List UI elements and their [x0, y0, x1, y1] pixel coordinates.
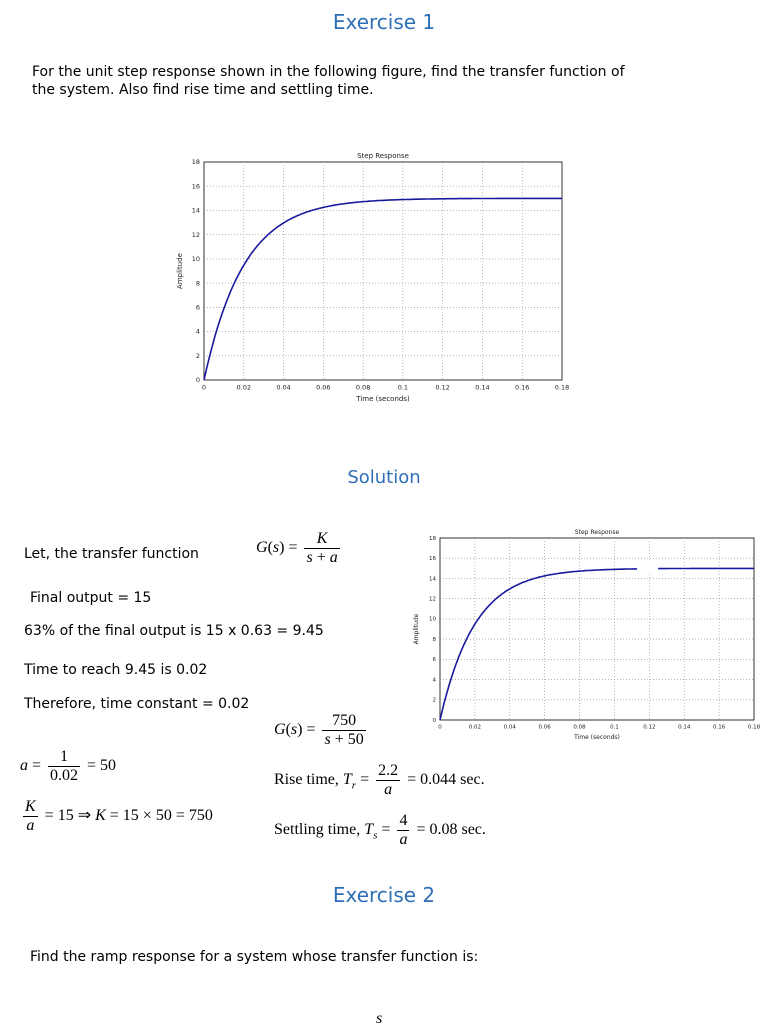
settling-time-label: Settling time,	[274, 821, 365, 839]
x-tick-label: 0.06	[538, 724, 551, 731]
x-tick-label: 0.04	[503, 724, 516, 731]
exercise-2-title: Exercise 2	[332, 883, 436, 907]
y-tick-label: 10	[429, 616, 436, 623]
exercise-1-prompt-line-2: the system. Also find rise time and settling time.	[32, 82, 374, 98]
y-tick-label: 2	[432, 697, 436, 704]
x-tick-label: 0.18	[747, 724, 761, 731]
y-tick-label: 0	[195, 376, 200, 385]
chart-title: Step Response	[357, 152, 409, 160]
x-axis-label: Time (seconds)	[356, 395, 410, 403]
x-tick-label: 0.02	[236, 383, 252, 392]
exercise-1-prompt	[32, 63, 625, 99]
y-tick-label: 8	[195, 279, 200, 288]
rise-time-formula: Rise time, $T_r$ = $\frac{2.2}{a}$ = 0.044 sec.	[274, 762, 485, 798]
x-tick-label: 0.1	[610, 724, 619, 731]
time-reach-text: Time to reach 9.45 is 0.02	[24, 662, 208, 678]
y-tick-label: 4	[432, 677, 436, 684]
y-tick-label: 2	[195, 351, 200, 360]
step-response-chart-1	[170, 142, 580, 404]
x-tick-label: 0.14	[678, 724, 691, 731]
x-tick-label: 0.16	[712, 724, 726, 731]
let-transfer-function-text: Let, the transfer function	[24, 546, 199, 562]
x-axis-label: Time (seconds)	[574, 734, 620, 741]
y-axis-label: Amplitude	[413, 613, 420, 645]
y-tick-label: 4	[195, 327, 200, 336]
chart-title: Step Response	[574, 529, 620, 536]
y-tick-label: 14	[191, 206, 200, 215]
settling-time-value: = 0.08 sec.	[416, 821, 486, 839]
settling-time-formula: Settling time, $T_s$ = $\frac{4}{a}$ = 0.08 sec.	[274, 812, 486, 848]
a-value-formula: a = $\frac{1}{0.02}$ = 50	[20, 748, 117, 784]
y-tick-label: 6	[195, 303, 200, 312]
x-tick-label: 0.08	[355, 383, 371, 392]
g-s-750-formula: G(s) = $\frac{750}{s + 50}$	[274, 712, 364, 748]
exercise-1-title: Exercise 1	[332, 10, 436, 34]
y-tick-label: 18	[429, 535, 436, 542]
y-tick-label: 16	[429, 556, 436, 563]
solution-title: Solution	[347, 467, 421, 488]
x-tick-label: 0.12	[435, 383, 450, 392]
y-tick-label: 16	[191, 182, 200, 191]
x-tick-label: 0.1	[397, 383, 409, 392]
x-tick-label: 0.08	[573, 724, 586, 731]
exercise-2-prompt: Find the ramp response for a system whose transfer function is:	[30, 949, 479, 965]
time-constant-text: Therefore, time constant = 0.02	[24, 696, 250, 712]
percent-output-text: 63% of the final output is 15 x 0.63 = 9.45	[24, 623, 324, 639]
plot-area	[440, 538, 754, 720]
x-tick-label: 0.14	[475, 383, 490, 392]
y-tick-label: 6	[432, 657, 436, 664]
x-tick-label: 0.18	[554, 383, 570, 392]
step-response-chart-2	[412, 520, 762, 742]
exercise-1-prompt-line-1: For the unit step response shown in the following figure, find the transfer function of	[32, 64, 625, 80]
line-gap-mask	[637, 562, 658, 574]
x-tick-label: 0	[438, 724, 442, 731]
y-tick-label: 12	[191, 230, 200, 239]
y-tick-label: 14	[429, 576, 436, 583]
final-output-text: Final output = 15	[30, 590, 152, 606]
x-tick-label: 0	[201, 383, 207, 392]
y-tick-label: 0	[432, 717, 436, 724]
rise-time-label: Rise time,	[274, 771, 343, 789]
y-tick-label: 18	[191, 158, 200, 167]
rise-time-value: = 0.044 sec.	[407, 771, 485, 789]
x-tick-label: 0.06	[316, 383, 331, 392]
y-tick-label: 12	[429, 596, 436, 603]
transfer-function-formula: G(s) = $\frac{K}{s + a}$	[256, 530, 338, 566]
y-tick-label: 10	[191, 255, 200, 264]
y-axis-label: Amplitude	[176, 253, 184, 289]
x-tick-label: 0.02	[468, 724, 482, 731]
k-value-formula: $\frac{K}{a}$ = 15 ⇒ K = 15 × 50 = 750	[25, 798, 213, 834]
x-tick-label: 0.04	[276, 383, 291, 392]
x-tick-label: 0.12	[643, 724, 656, 731]
exercise-2-partial-formula: s	[376, 1010, 383, 1027]
x-tick-label: 0.16	[514, 383, 530, 392]
plot-area	[204, 162, 562, 380]
y-tick-label: 8	[432, 636, 436, 643]
